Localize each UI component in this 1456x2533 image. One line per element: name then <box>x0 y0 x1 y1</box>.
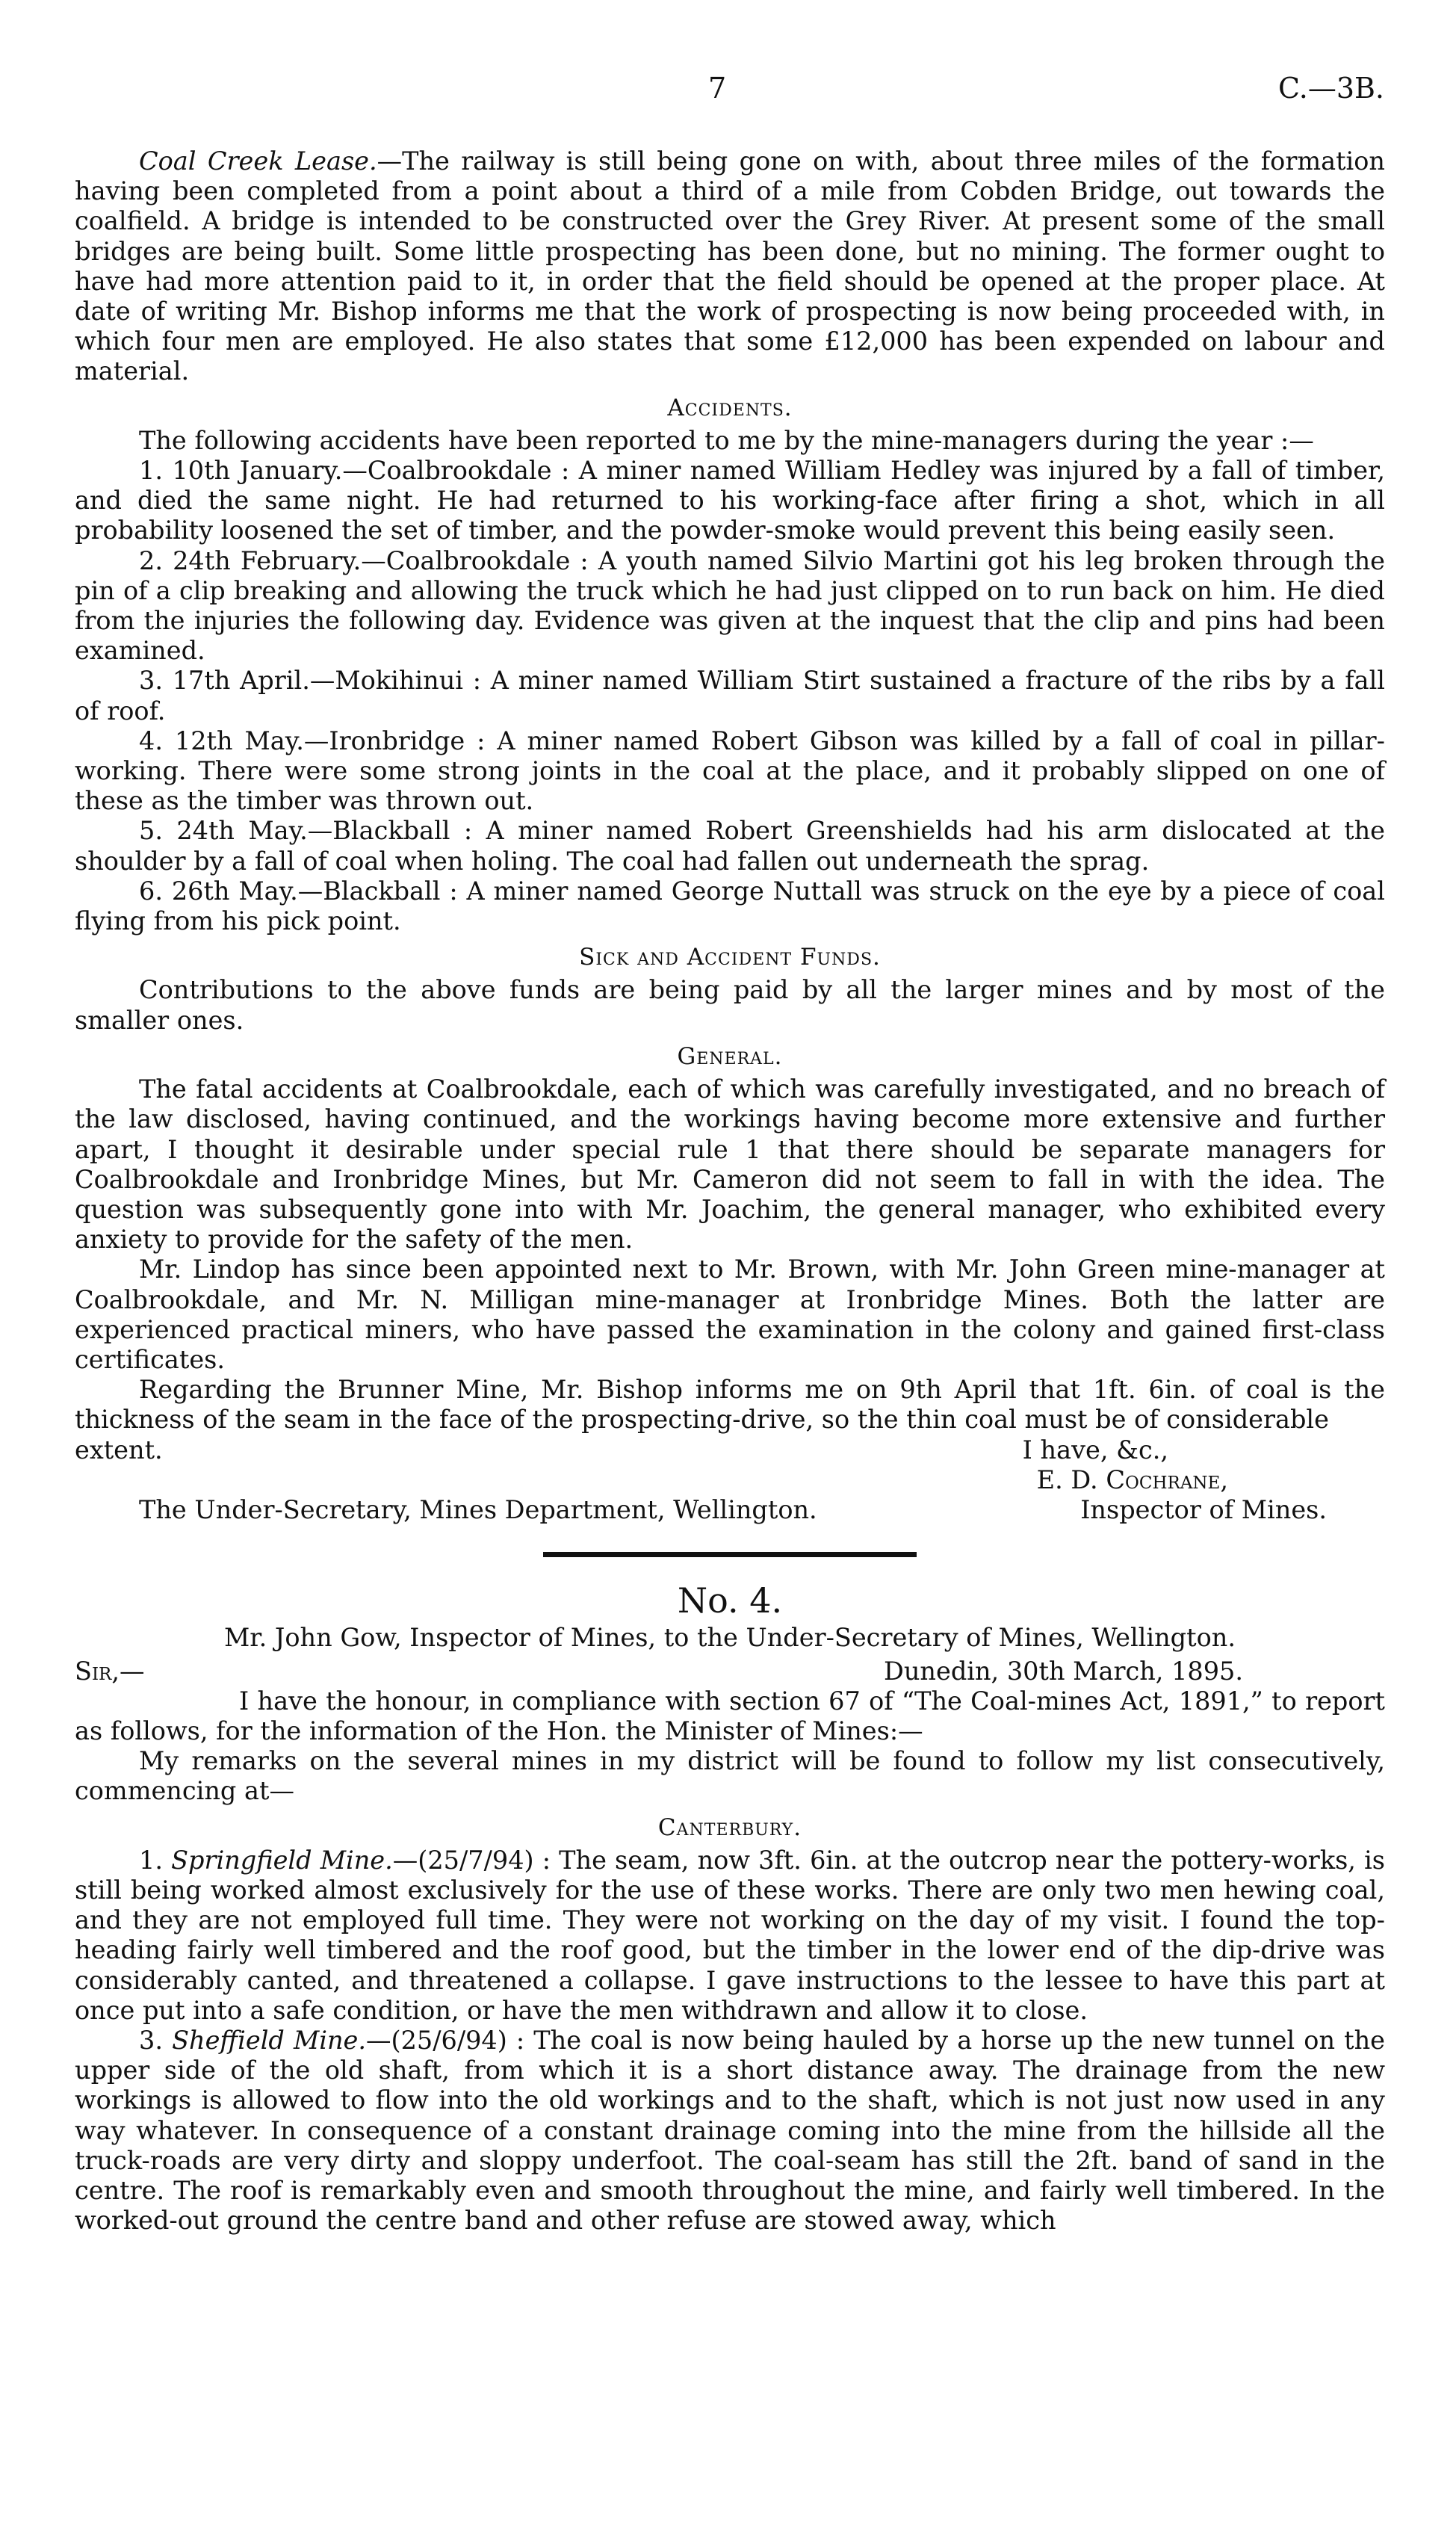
sheffield-name: Sheffield Mine. <box>172 2025 367 2055</box>
coal-creek-text: —The railway is still being gone on with, about three miles of the formation having been completed from a point about a third of a mile from Cobden Bridge, out towards the coalfield. A bridge is intended to be constructed over the Grey River. At present some of the small bridges are being built. Some little prospecting has been done, but no mining. The former ought to have had more attention paid to it, in order that the field should be opened at the proper place. At date of writing Mr. Bishop informs me that the work of prospecting is now being proceeded with, in which four men are employed. He also states that some £12,000 has been expended on labour and material. <box>75 146 1385 386</box>
canterbury-heading: Canterbury. <box>657 1813 802 1841</box>
accident-item: 3. 17th April.—Mokihinui : A miner named William Stirt sustained a fracture of the ribs by a fall of roof. <box>75 666 1385 726</box>
general-heading: General. <box>677 1042 783 1070</box>
addressee: The Under-Secretary, Mines Department, Wellington. <box>139 1494 817 1524</box>
sheffield-text: —(25/6/94) : The coal is now being hauled by a horse up the new tunnel on the upper side of the old shaft, from which it is a short distance away. The drainage from the new workings is allowed to flow into the old workings and to the shaft, which is not just now used in any way whatever. In consequence of a constant drainage coming into the mine from the hillside all the truck-roads are very dirty and sloppy underfoot. The coal-seam has still the 2ft. band of sand in the centre. The roof is remarkably even and smooth throughout the mine, and fairly well timbered. In the worked-out ground the centre band and other refuse are stowed away, which <box>75 2025 1385 2236</box>
salutation: Sir,— <box>75 1656 145 1686</box>
letter-intro: I have the honour, in compliance with section 67 of “The Coal-mines Act, 1891,” to report as follows, for the information of the Hon. the Minister of Mines:— <box>75 1686 1385 1745</box>
document-reference: C.—3B. <box>1278 72 1384 105</box>
signer-title: Inspector of Mines. <box>1080 1494 1327 1524</box>
coal-creek-paragraph <box>75 146 1385 387</box>
springfield-number: 1. <box>139 1845 172 1875</box>
signer-row <box>75 1465 1385 1495</box>
brunner-paragraph: Regarding the Brunner Mine, Mr. Bishop informs me on 9th April that 1ft. 6in. of coal is the thickness of the seam in the face of the prospecting-drive, so the thin coal must be of considerable <box>75 1375 1385 1435</box>
general-paragraph: The fatal accidents at Coalbrookdale, each of which was carefully investigated, and no breach of the law disclosed, having continued, and the workings having become more extensive and further apart, I thought it desirable under special rule 1 that there should be separate managers for Coalbrookdale and Ironbridge Mines, but Mr. Cameron did not seem to fall in with the idea. The question was subsequently gone into with Mr. Joachim, the general manager, who exhibited every anxiety to provide for the safety of the men. <box>75 1074 1385 1255</box>
general-paragraph: Mr. Lindop has since been appointed next to Mr. Brown, with Mr. John Green mine-manager at Coalbrookdale, and Mr. N. Milligan mine-manager at Ironbridge Mines. Both the latter are experienced practical miners, who have passed the examination in the colony and gained first-class certificates. <box>75 1255 1385 1374</box>
accident-item: 2. 24th February.—Coalbrookdale : A youth named Silvio Martini got his leg broken through the pin of a clip breaking and allowing the truck which he had just clipped on to run back on him. He died from the injuries the following day. Evidence was given at the inquest that the clip and pins had been examined. <box>75 545 1385 666</box>
salutation-row <box>75 1657 1385 1686</box>
page-number: 7 <box>708 72 727 105</box>
closing-text: I have, &c., <box>1022 1435 1168 1465</box>
springfield-name: Springfield Mine. <box>171 1845 393 1875</box>
sick-funds-text: Contributions to the above funds are being paid by all the larger mines and by most of the smaller ones. <box>75 975 1385 1035</box>
letter-date: Dunedin, 30th March, 1895. <box>883 1656 1243 1686</box>
closing-row <box>75 1435 1385 1465</box>
springfield-text: —(25/7/94) : The seam, now 3ft. 6in. at the outcrop near the pottery-works, is still being worked almost exclusively for the use of these works. There are only two men hewing coal, and they are not employed full time. They were not working on the day of my visit. I found the top-heading fairly well timbered and the roof good, but the timber in the lower end of the dip-drive was considerably canted, and threatened a collapse. I gave instructions to the lessee to have this part at once put into a safe condition, or have the men withdrawn and allow it to close. <box>75 1845 1385 2025</box>
sheffield-paragraph <box>75 2026 1385 2236</box>
accident-item: 6. 26th May.—Blackball : A miner named George Nuttall was struck on the eye by a piece of coal flying from his pick point. <box>75 876 1385 936</box>
document-body <box>75 146 1385 2236</box>
accidents-intro: The following accidents have been reported to me by the mine-managers during the year :— <box>139 425 1314 455</box>
letter-number-title: No. 4. <box>677 1580 783 1621</box>
accidents-heading: Accidents. <box>667 394 793 421</box>
accident-item: 4. 12th May.—Ironbridge : A miner named Robert Gibson was killed by a fall of coal in pillar-working. There were some strong joints in the coal at the place, and it probably slipped on one of these as the timber was thrown out. <box>75 726 1385 816</box>
letter-subtitle: Mr. John Gow, Inspector of Mines, to the Under-Secretary of Mines, Wellington. <box>224 1623 1236 1653</box>
brunner-end: extent. <box>75 1435 163 1465</box>
letter-remarks: My remarks on the several mines in my district will be found to follow my list consecutively, commencing at— <box>75 1746 1385 1806</box>
sick-funds-heading: Sick and Accident Funds. <box>579 944 881 971</box>
sheffield-number: 3. <box>139 2025 173 2055</box>
addressee-row <box>75 1495 1385 1525</box>
coal-creek-lead: Coal Creek Lease. <box>139 146 377 176</box>
section-divider <box>543 1552 917 1557</box>
signer-name: E. D. Cochrane, <box>1036 1465 1228 1494</box>
springfield-paragraph <box>75 1846 1385 2026</box>
accident-item: 1. 10th January.—Coalbrookdale : A miner named William Hedley was injured by a fall of timber, and died the same night. He had returned to his working-face after firing a shot, which in all probability loosened the set of timber, and the powder-smoke would prevent this being easily seen. <box>75 456 1385 545</box>
accident-item: 5. 24th May.—Blackball : A miner named Robert Greenshields had his arm dislocated at the shoulder by a fall of coal when holing. The coal had fallen out underneath the sprag. <box>75 816 1385 876</box>
